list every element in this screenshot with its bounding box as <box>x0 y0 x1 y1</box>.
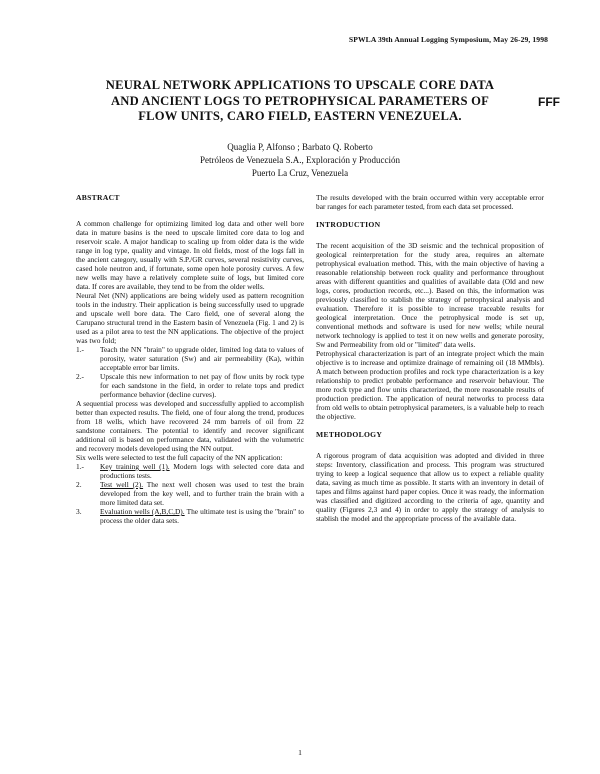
well-step-1 <box>76 462 304 480</box>
abstract-heading: ABSTRACT <box>76 193 120 202</box>
paper-code: FFF <box>538 95 560 109</box>
page-number: 1 <box>298 748 302 757</box>
objective-number-1: 1.- <box>76 345 85 354</box>
abstract-paragraph-1: A common challenge for optimizing limited log data and other well bore data in mature basins is the need to upscale limited core data to log and reservoir scale. A major handicap to scaling up from older data is the wide range in log type, quality and vintage. In old fields, most of the logs fall in the ancient category, usually with S.P./GR curves, several resistivity curves, cased hole neutron and, if fortunate, some open hole porosity curves. A few new wells may have a relatively complete suite of logs, but limited core data. If cores are available, they tend to be from the older wells. <box>76 219 304 291</box>
left-column <box>76 193 304 525</box>
paper-title <box>70 78 530 125</box>
title-line-3: FLOW UNITS, CARO FIELD, EASTERN VENEZUELA. <box>138 109 462 123</box>
well-step-number-3: 3. <box>76 507 82 516</box>
well-step-text-2: The next well chosen was used to test the brain developed from the key well, and to further train the brain with a more limited data set. <box>100 480 305 507</box>
objective-item-1 <box>76 345 304 372</box>
well-step-label-1: Key training well (1). <box>100 462 170 471</box>
objective-text-2: Upscale this new information to net pay of flow units by rock type for each sandstone in the field, in order to relate tops and predict performance behavior (decline curves). <box>100 372 304 399</box>
well-step-2 <box>76 480 304 507</box>
title-line-2: AND ANCIENT LOGS TO PETROPHYSICAL PARAMETERS OF <box>111 93 489 108</box>
methodology-paragraph-1: A rigorous program of data acquisition was adopted and divided in three steps: Inventory, classification and process. This program was structured trying to keep a logical sequence that allow us to expect a reliable quality data, saving as much time as possible. It starts with an inventory in detail of tapes and films against hard paper copies. Once it was ready, the information was classified and digitized according to the criteria of age, quantity and quality (Figures 2,3 and 4) in order to apply the strategy of analysis to stablish the model and the appropriate process of the available data. <box>316 451 544 523</box>
author-block <box>0 141 600 179</box>
well-step-number-1: 1.- <box>76 462 85 471</box>
objective-item-2 <box>76 372 304 399</box>
title-line-1: NEURAL NETWORK APPLICATIONS TO UPSCALE CORE DATA <box>105 78 495 92</box>
conference-header: SPWLA 39th Annual Logging Symposium, May 26-29, 1998 <box>348 35 548 44</box>
well-step-text-3: The ultimate test is using the "brain" to process the older data sets. <box>100 507 304 525</box>
introduction-paragraph-1: The recent acquisition of the 3D seismic and the technical proposition of geological reinterpretation for the study area, requires an alternate petrophysical evaluation method. This, with the main objective of having a reasonable relationship between rock quality and performance throughout areas with different quantities and qualities of available data (Old and new logs, cores, production records, etc...). Based on this, the information was previously classified to stablish the strategy of petrophysical analysis and evaluation. Therefore it is possible to increase traceable results for geological interpretation. Once the petrophysical mode is set up, conventional methods and software is used for new wells; while neural network technology is applied to test it on new wells and generate porosity, Sw and Permeability from old or "limited" data wells. <box>316 241 544 349</box>
well-step-label-2: Test well (2). <box>100 480 144 489</box>
introduction-paragraph-2: Petrophysical characterization is part of an integrate project which the main objective is to increase and optimize drainage of remaining oil (18 MMbls). A match between production profiles and rock type characterization is a key relationship to predict probable performance and reservoir behaviour. The more rock type and flow units characterized, the more reasonable results of production prediction. The application of neural networks to process data from old wells to obtain petrophysical parameters, is a valuable help to reach the objective. <box>316 349 544 421</box>
well-step-number-2: 2. <box>76 480 82 489</box>
well-step-label-3: Evaluation wells (A,B,C,D). <box>100 507 185 516</box>
abstract-paragraph-3: A sequential process was developed and successfully applied to accomplish better than expected results. The field, one of four along the trend, produces from 18 wells, which have recovered 24 mm barrels of oil from 22 sandstone containers. The potential to identify and recover significant additional oil is based on performance data, validated with the volumetric and recovery models developed using the NN output. <box>76 399 304 453</box>
right-column <box>316 193 544 523</box>
affiliation: Petróleos de Venezuela S.A., Exploración y Producción <box>199 154 401 165</box>
introduction-heading: INTRODUCTION <box>316 220 381 229</box>
abstract-paragraph-4: Six wells were selected to test the full capacity of the NN application: <box>76 453 283 462</box>
methodology-heading: METHODOLOGY <box>316 430 383 439</box>
well-step-text-1: Modern logs with selected core data and productions tests. <box>100 462 304 480</box>
objective-text-1: Teach the NN "brain" to upgrade older, limited log data to values of porosity, water saturation (Sw) and air permeability (Ka), within acceptable error bar limits. <box>100 345 304 372</box>
results-lead-paragraph: The results developed with the brain occurred within very acceptable error bar ranges for each parameter tested, from each data set processed. <box>316 193 544 211</box>
objective-number-2: 2.- <box>76 372 85 381</box>
well-step-3 <box>76 507 304 525</box>
authors: Quaglia P, Alfonso ; Barbato Q. Roberto <box>227 142 373 152</box>
abstract-paragraph-2: Neural Net (NN) applications are being widely used as pattern recognition tools in the industry. Their application is being successfully used to upgrade and upscale well bore data. The Caro field, one of several along the Carupano structural trend in the Eastern basin of Venezuela (Fig. 1 and 2) is used as a pilot area to test the NN applications. The objective of the project was two fold; <box>76 291 304 345</box>
location: Puerto La Cruz, Venezuela <box>251 167 349 178</box>
